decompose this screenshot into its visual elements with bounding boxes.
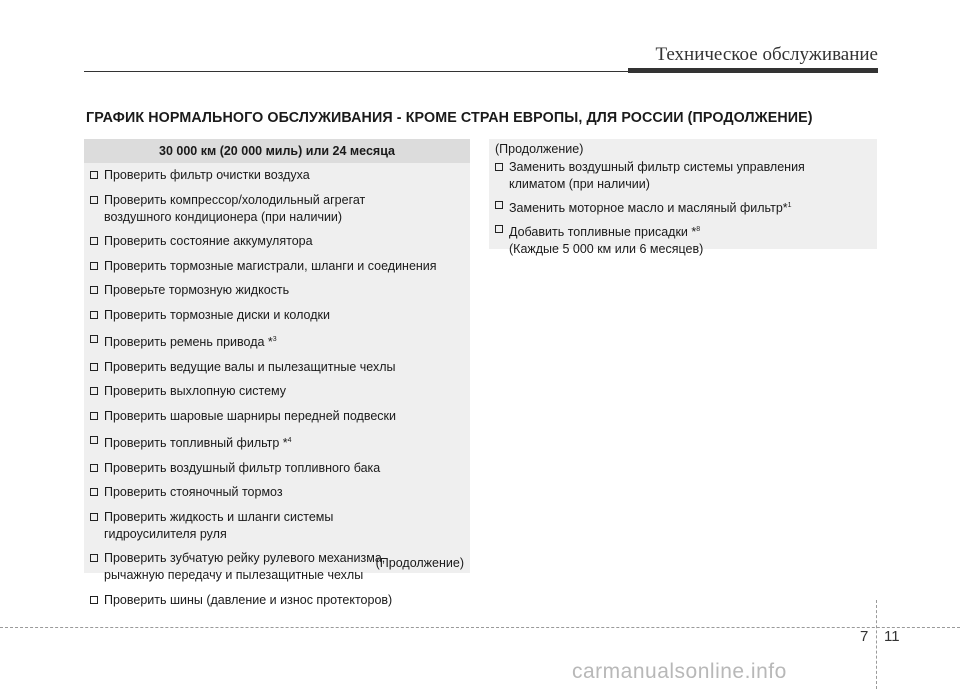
- checkbox-icon: [90, 596, 98, 604]
- list-item: [84, 432, 470, 452]
- list-item: [84, 167, 470, 184]
- list-item-line: воздушного кондиционера (при наличии): [104, 209, 343, 224]
- list-item-text: [509, 221, 871, 258]
- list-item-text: Проверить состояние аккумулятора: [104, 234, 313, 248]
- checkbox-icon: [90, 335, 98, 343]
- list-item-text: Проверить ведущие валы и пылезащитные чехлы: [104, 359, 396, 374]
- list-item: [84, 592, 470, 609]
- header-bar: [628, 68, 878, 73]
- list-item-text: Проверить тормозные диски и колодки: [104, 307, 330, 322]
- header-title: Техническое обслуживание: [655, 44, 878, 65]
- checkbox-icon: [90, 387, 98, 395]
- list-item: [84, 192, 470, 226]
- checkbox-icon: [90, 412, 98, 420]
- list-item: [84, 258, 470, 275]
- list-item-line: климатом (при наличии): [509, 177, 650, 191]
- right-panel: [489, 139, 877, 257]
- checkbox-icon: [495, 163, 503, 171]
- list-item-text: Проверить стояночный тормоз: [104, 485, 283, 500]
- left-panel: [84, 139, 470, 607]
- checkbox-icon: [90, 363, 98, 371]
- left-checklist: [84, 163, 470, 609]
- list-item-text: Проверить фильтр очистки воздуха: [104, 168, 310, 182]
- checkbox-icon: [90, 436, 98, 444]
- list-item-text: Проверить тормозные магистрали, шланги и соединения: [104, 258, 437, 273]
- list-item-line: Проверить зубчатую рейку рулевого механизма,: [104, 551, 386, 566]
- checkbox-icon: [495, 225, 503, 233]
- checkbox-icon: [90, 196, 98, 204]
- checkbox-icon: [90, 311, 98, 319]
- checkbox-icon: [90, 262, 98, 270]
- list-item-text: [104, 331, 464, 351]
- list-item-line: Заменить воздушный фильтр системы управления: [509, 160, 805, 174]
- checkbox-icon: [90, 464, 98, 472]
- list-item-line: Проверить компрессор/холодильный агрегат: [104, 192, 366, 207]
- list-item-text: [509, 159, 871, 193]
- checkbox-icon: [90, 488, 98, 496]
- list-item-line: рычажную передачу и пылезащитные чехлы: [104, 568, 364, 583]
- list-item: [84, 408, 470, 425]
- list-item-line: Заменить моторное масло и масляный фильтр*: [509, 201, 788, 216]
- continued-note: (Продолжение): [375, 556, 464, 570]
- list-item-line: Добавить топливные присадки *: [509, 225, 697, 240]
- list-item-text: [104, 509, 464, 543]
- header-rule: [84, 71, 628, 72]
- list-item: [84, 509, 470, 543]
- list-item: [84, 233, 470, 250]
- list-item-text: [104, 192, 464, 226]
- list-item: [84, 307, 470, 324]
- list-item-text: Проверить выхлопную систему: [104, 384, 287, 399]
- list-item-line: Проверить топливный фильтр *: [104, 436, 288, 451]
- checkbox-icon: [90, 237, 98, 245]
- left-panel-heading: 30 000 км (20 000 миль) или 24 месяца: [84, 139, 470, 163]
- section-title: ГРАФИК НОРМАЛЬНОГО ОБСЛУЖИВАНИЯ - КРОМЕ СТРАН ЕВРОПЫ, ДЛЯ РОССИИ (ПРОДОЛЖЕНИЕ): [86, 110, 813, 126]
- footer-dashed-rule: [0, 627, 960, 628]
- list-item-text: [104, 432, 464, 452]
- continued-note: (Продолжение): [495, 142, 584, 156]
- list-item: [489, 197, 877, 217]
- footnote-marker: 1: [787, 202, 792, 209]
- watermark: carmanualsonline.info: [572, 660, 787, 683]
- list-item: [84, 282, 470, 299]
- list-item: [489, 221, 877, 258]
- list-item-line: Проверить жидкость и шланги системы: [104, 509, 334, 524]
- checkbox-icon: [90, 171, 98, 179]
- list-item-line: (Каждые 5 000 км или 6 месяцев): [509, 242, 704, 257]
- checkbox-icon: [90, 513, 98, 521]
- footnote-marker: 8: [696, 226, 701, 234]
- footnote-marker: 3: [272, 336, 277, 343]
- list-item-text: [509, 197, 871, 217]
- checkbox-icon: [495, 201, 503, 209]
- list-item: [84, 484, 470, 501]
- list-item-text: Проверить шины (давление и износ протекторов): [104, 592, 393, 607]
- list-item: [489, 159, 877, 193]
- right-checklist: [489, 159, 877, 258]
- footer-vertical-rule: [876, 600, 877, 689]
- checkbox-icon: [90, 554, 98, 562]
- page-number: 11: [884, 628, 900, 645]
- list-item-line: Проверить ремень привода *: [104, 335, 273, 350]
- list-item-text: Проверьте тормозную жидкость: [104, 283, 290, 297]
- chapter-number: 7: [860, 628, 869, 645]
- list-item-line: гидроусилителя руля: [104, 526, 227, 541]
- checkbox-icon: [90, 286, 98, 294]
- list-item-text: Проверить шаровые шарниры передней подвески: [104, 408, 396, 423]
- list-item: [84, 331, 470, 351]
- list-item: [84, 359, 470, 376]
- list-item-text: Проверить воздушный фильтр топливного бака: [104, 460, 381, 475]
- footnote-marker: 4: [287, 437, 292, 445]
- list-item: [84, 460, 470, 477]
- list-item: [84, 383, 470, 400]
